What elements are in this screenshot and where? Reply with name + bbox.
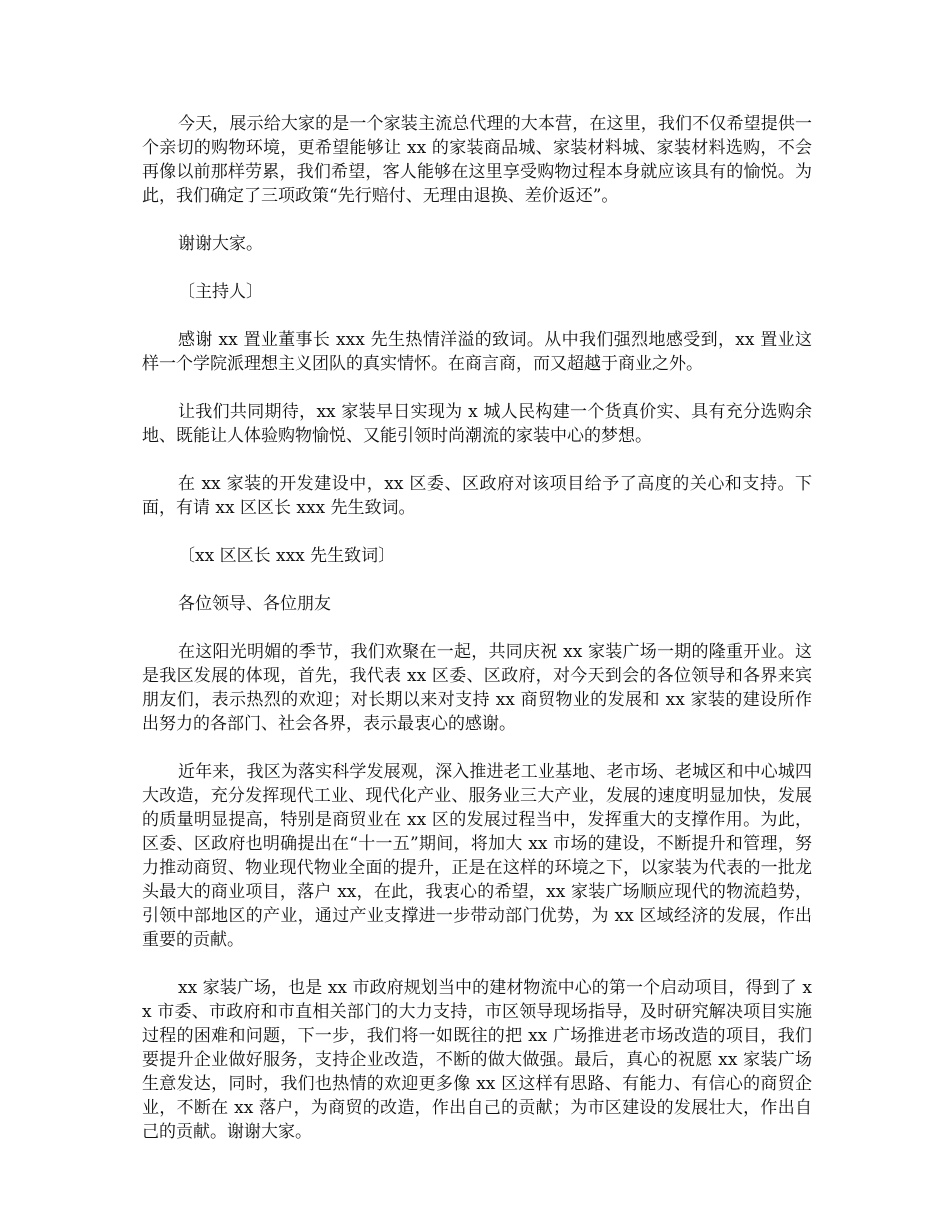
paragraph-welcome: 在这阳光明媚的季节，我们欢聚在一起，共同庆祝 xx 家装广场一期的隆重开业。这是我区发展的体现，首先，我代表 xx 区委、区政府，对今天到会的各位领导和各界来宾朋友们，表示热烈的欢迎；对长期以来对支持 xx 商贸物业的发展和 xx 家装的建设所作出努力的各部门、社会各界，表示最衷心的感谢。 — [142, 642, 812, 734]
paragraph-development: 近年来，我区为落实科学发展观，深入推进老工业基地、老市场、老城区和中心城四大改造，充分发挥现代工业、现代化产业、服务业三大产业，发展的速度明显加快，发展的质量明显提高，特别是商贸业在 xx 区的发展过程当中，发挥重大的支撑作用。为此，区委、区政府也明确提出在“十一五”期间，将加大 xx 市场的建设，不断提升和管理，努力推动商贸、物业现代物业全面的提升，正是在这样的环境之下，以家装为代表的一批龙头最大的商业项目，落户 xx，在此，我衷心的希望，xx 家装广场顺应现代的物流趋势，引领中部地区的产业，通过产业支撑进一步带动部门优势，为 xx 区域经济的发展，作出重要的贡献。 — [142, 762, 812, 950]
document-body — [142, 112, 812, 1168]
paragraph-invitation: 在 xx 家装的开发建设中，xx 区委、区政府对该项目给予了高度的关心和支持。下面，有请 xx 区区长 xxx 先生致词。 — [142, 474, 812, 518]
paragraph-speaker-label: 〔xx 区区长 xxx 先生致词〕 — [178, 546, 396, 566]
paragraph-expectation: 让我们共同期待，xx 家装早日实现为 x 城人民构建一个货真价实、具有充分选购余地、既能让人体验购物愉悦、又能引领时尚潮流的家装中心的梦想。 — [142, 402, 812, 446]
paragraph-host-remarks: 感谢 xx 置业董事长 xxx 先生热情洋溢的致词。从中我们强烈地感受到，xx 置业这样一个学院派理想主义团队的真实情怀。在商言商，而又超越于商业之外。 — [142, 330, 812, 374]
paragraph-greeting: 各位领导、各位朋友 — [178, 594, 331, 614]
paragraph-opening: 今天，展示给大家的是一个家装主流总代理的大本营，在这里，我们不仅希望提供一个亲切的购物环境，更希望能够让 xx 的家装商品城、家装材料城、家装材料选购，不会再像以前那样劳累，我们希望，客人能够在这里享受购物过程本身就应该具有的愉悦。为此，我们确定了三项政策“先行赔付、无理由退换、差价返还”。 — [142, 114, 812, 206]
paragraph-thanks: 谢谢大家。 — [178, 234, 263, 254]
paragraph-closing: xx 家装广场，也是 xx 市政府规划当中的建材物流中心的第一个启动项目，得到了 xx 市委、市政府和市直相关部门的大力支持，市区领导现场指导，及时研究解决项目实施过程的困难和问题，下一步，我们将一如既往的把 xx 广场推进老市场改造的项目，我们要提升企业做好服务，支持企业改造，不断的做大做强。最后，真心的祝愿 xx 家装广场生意发达，同时，我们也热情的欢迎更多像 xx 区这样有思路、有能力、有信心的商贸企业，不断在 xx 落户，为商贸的改造，作出自己的贡献；为市区建设的发展壮大，作出自己的贡献。谢谢大家。 — [142, 978, 812, 1142]
paragraph-host-label: 〔主持人〕 — [178, 282, 263, 302]
